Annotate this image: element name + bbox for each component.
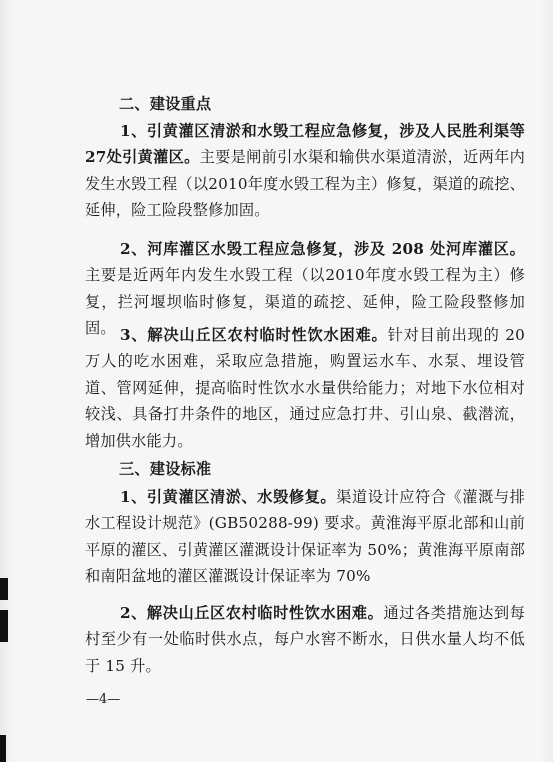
paragraph-lead: 2、解决山丘区农村临时性饮水困难。 [120,604,384,622]
scan-edge-mark [0,610,8,642]
paragraph-yellow-river-irrigation-repair [85,118,525,224]
section-heading-construction-focus: 二、建设重点 [119,95,212,113]
paragraph-body: 渠道设计应符合《灌溉与排水工程设计规范》(GB50288-99) 要求。黄淮海平原北部和山前平原的灌区、引黄灌区灌溉设计保证率为 50%；黄淮海平原南部和南阳盆地的灌区灌溉设计保证率为 70% [85,488,526,586]
paragraph-lead: 1、引黄灌区清淤和水毁工程应急修复，涉及人民胜利渠等27处引黄灌区。 [85,122,525,167]
paragraph-body: 通过各类措施达到每村至少有一处临时供水点，每户水窖不断水，日供水量人均不低于 15 升。 [85,604,525,675]
paragraph-lead: 3、解决山丘区农村临时性饮水困难。 [120,326,388,344]
paragraph-body: 主要是近两年内发生水毁工程（以2010年度水毁工程为主）修复，拦河堰坝临时修复，渠道的疏挖、延伸，险工险段整修加固。 [85,266,525,338]
scan-edge-mark [0,735,6,762]
paragraph-body: 主要是闸前引水渠和输供水渠道清淤，近两年内发生水毁工程（以2010年度水毁工程为主）修复，渠道的疏挖、延伸，险工险段整修加固。 [85,148,525,220]
paragraph-lead: 2、河库灌区水毁工程应急修复，涉及 208 处河库灌区。 [120,240,525,258]
page-number: —4— [86,692,121,707]
paragraph-lead: 1、引黄灌区清淤、水毁修复。 [120,488,337,506]
scan-edge-mark [0,578,8,600]
paragraph-irrigation-design-standard [85,484,525,590]
paragraph-hilly-area-drinking-water [85,322,525,454]
section-heading-construction-standards: 三、建设标准 [119,460,212,478]
paragraph-drinking-water-standard [85,600,525,679]
paragraph-body: 针对目前出现的 20 万人的吃水困难，采取应急措施，购置运水车、水泵、埋设管道、管网延伸，提高临时性饮水水量供给能力；对地下水位相对较浅、具备打井条件的地区，通过应急打井、引山泉、截潜流，增加供水能力。 [85,326,526,450]
